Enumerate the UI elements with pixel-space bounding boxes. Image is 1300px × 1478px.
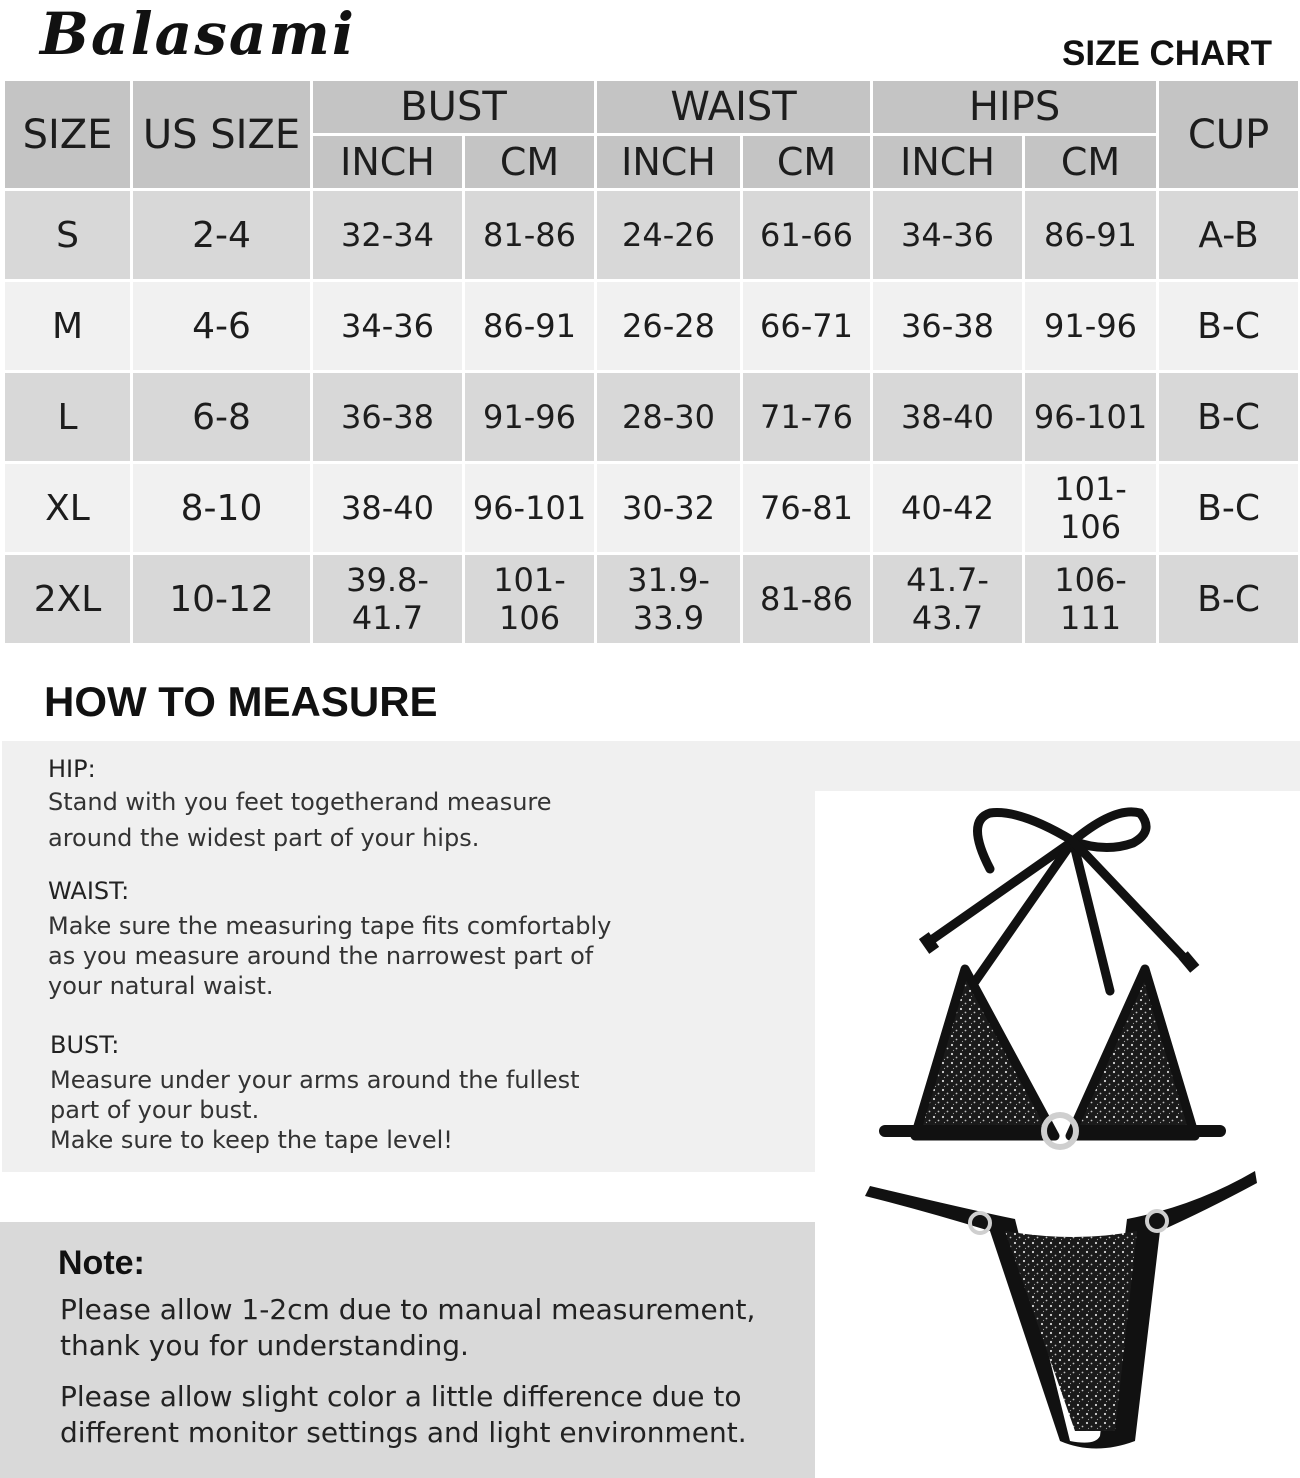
- cell-waist-cm: 71-76: [742, 372, 872, 463]
- cell-waist-cm: 76-81: [742, 463, 872, 554]
- waist-text-line: Make sure the measuring tape fits comfortably: [48, 912, 612, 940]
- header-hips: HIPS: [872, 80, 1158, 135]
- cell-bust-inch: 36-38: [312, 372, 464, 463]
- unit-bust-inch: INCH: [312, 135, 464, 190]
- cell-waist-inch: 30-32: [596, 463, 742, 554]
- cell-hips-inch: 36-38: [872, 281, 1024, 372]
- unit-hips-cm: CM: [1024, 135, 1158, 190]
- cell-bust-inch: 32-34: [312, 190, 464, 281]
- cell-cup: B-C: [1158, 554, 1300, 645]
- cell-cup: A-B: [1158, 190, 1300, 281]
- cell-bust-inch: 34-36: [312, 281, 464, 372]
- hip-heading: HIP:: [48, 755, 96, 783]
- cell-bust-cm: 81-86: [464, 190, 596, 281]
- cell-cup: B-C: [1158, 281, 1300, 372]
- bust-heading: BUST:: [50, 1031, 120, 1059]
- unit-waist-inch: INCH: [596, 135, 742, 190]
- cell-waist-cm: 66-71: [742, 281, 872, 372]
- cell-size: 2XL: [4, 554, 132, 645]
- product-image: [815, 791, 1300, 1455]
- cell-bust-inch: 39.8-41.7: [312, 554, 464, 645]
- hip-text-line: Stand with you feet togetherand measure: [48, 788, 552, 816]
- cell-waist-inch: 26-28: [596, 281, 742, 372]
- cell-us-size: 10-12: [132, 554, 312, 645]
- cell-cup: B-C: [1158, 372, 1300, 463]
- cell-hips-inch: 41.7-43.7: [872, 554, 1024, 645]
- cell-bust-cm: 96-101: [464, 463, 596, 554]
- cell-waist-inch: 31.9-33.9: [596, 554, 742, 645]
- size-chart-table: [2, 78, 1300, 646]
- how-to-measure-panel: [2, 741, 815, 1172]
- cell-bust-cm: 86-91: [464, 281, 596, 372]
- unit-waist-cm: CM: [742, 135, 872, 190]
- waist-heading: WAIST:: [48, 877, 130, 905]
- cell-hips-inch: 34-36: [872, 190, 1024, 281]
- header-waist: WAIST: [596, 80, 872, 135]
- header-cup: CUP: [1158, 80, 1300, 190]
- brand-logo: Balasami: [40, 0, 356, 68]
- unit-hips-inch: INCH: [872, 135, 1024, 190]
- cell-hips-inch: 40-42: [872, 463, 1024, 554]
- note-line: different monitor settings and light environment.: [60, 1416, 747, 1449]
- cell-hips-cm: 91-96: [1024, 281, 1158, 372]
- cell-waist-cm: 81-86: [742, 554, 872, 645]
- header-us-size: US SIZE: [132, 80, 312, 190]
- cell-size: XL: [4, 463, 132, 554]
- table-row: [4, 554, 1300, 645]
- note-line: Please allow slight color a little difference due to: [60, 1380, 742, 1413]
- cell-hips-cm: 96-101: [1024, 372, 1158, 463]
- cell-bust-inch: 38-40: [312, 463, 464, 554]
- note-title: Note:: [58, 1244, 145, 1282]
- cell-waist-inch: 28-30: [596, 372, 742, 463]
- cell-hips-cm: 101-106: [1024, 463, 1158, 554]
- cell-cup: B-C: [1158, 463, 1300, 554]
- cell-hips-cm: 106-111: [1024, 554, 1158, 645]
- how-to-measure-title: HOW TO MEASURE: [44, 678, 438, 725]
- note-panel: [0, 1222, 815, 1478]
- unit-bust-cm: CM: [464, 135, 596, 190]
- right-cup: [1070, 969, 1195, 1136]
- chart-title: SIZE CHART: [1062, 34, 1272, 73]
- bust-text-line: Make sure to keep the tape level!: [50, 1126, 453, 1154]
- left-cup: [915, 969, 1055, 1136]
- cell-waist-cm: 61-66: [742, 190, 872, 281]
- cell-us-size: 4-6: [132, 281, 312, 372]
- bust-text-line: Measure under your arms around the fullest: [50, 1066, 580, 1094]
- bust-text-line: part of your bust.: [50, 1096, 260, 1124]
- header-size: SIZE: [4, 80, 132, 190]
- waist-text-line: your natural waist.: [48, 972, 274, 1000]
- cell-bust-cm: 101-106: [464, 554, 596, 645]
- cell-size: S: [4, 190, 132, 281]
- cell-us-size: 8-10: [132, 463, 312, 554]
- hip-text-line: around the widest part of your hips.: [48, 824, 480, 852]
- cell-waist-inch: 24-26: [596, 190, 742, 281]
- cell-size: L: [4, 372, 132, 463]
- table-row: [4, 190, 1300, 281]
- waist-text-line: as you measure around the narrowest part of: [48, 942, 594, 970]
- note-line: Please allow 1-2cm due to manual measurement,: [60, 1293, 756, 1326]
- cell-us-size: 2-4: [132, 190, 312, 281]
- how-to-measure-strip: [815, 741, 1300, 791]
- table-row: [4, 463, 1300, 554]
- cell-size: M: [4, 281, 132, 372]
- header-bust: BUST: [312, 80, 596, 135]
- cell-us-size: 6-8: [132, 372, 312, 463]
- cell-hips-inch: 38-40: [872, 372, 1024, 463]
- table-row: [4, 281, 1300, 372]
- cell-hips-cm: 86-91: [1024, 190, 1158, 281]
- table-row: [4, 372, 1300, 463]
- cell-bust-cm: 91-96: [464, 372, 596, 463]
- note-line: thank you for understanding.: [60, 1329, 469, 1362]
